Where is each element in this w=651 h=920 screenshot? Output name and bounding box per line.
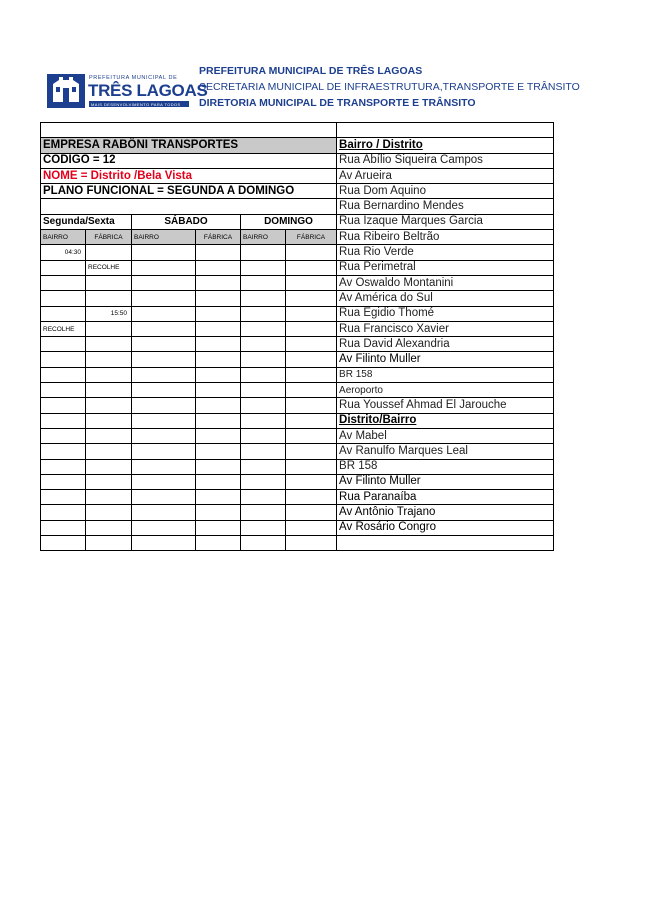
schedule-table bbox=[40, 122, 554, 551]
schedule-cell bbox=[241, 321, 286, 336]
schedule-cell bbox=[241, 367, 286, 382]
schedule-cell bbox=[86, 352, 132, 367]
schedule-cell bbox=[86, 383, 132, 398]
functional-plan: PLANO FUNCIONAL = SEGUNDA A DOMINGO bbox=[41, 184, 337, 199]
schedule-cell bbox=[41, 459, 86, 474]
schedule-cell bbox=[86, 474, 132, 489]
route-item: Rua Izaque Marques Garcia bbox=[337, 214, 554, 229]
route-item: Av América do Sul bbox=[337, 291, 554, 306]
route-item: BR 158 bbox=[337, 367, 554, 382]
schedule-cell bbox=[286, 474, 337, 489]
schedule-cell bbox=[241, 398, 286, 413]
schedule-cell bbox=[132, 245, 196, 260]
header-prefeitura: PREFEITURA MUNICIPAL DE TRÊS LAGOAS bbox=[199, 65, 423, 77]
schedule-cell: RECOLHE bbox=[86, 260, 132, 275]
column-header-fabrica: FÁBRICA bbox=[86, 230, 132, 245]
route-item: BR 158 bbox=[337, 459, 554, 474]
schedule-cell bbox=[196, 536, 241, 551]
logo-tagline: MAIS DESENVOLVIMENTO PARA TODOS bbox=[91, 101, 181, 107]
city-emblem-icon bbox=[47, 74, 85, 108]
route-item: Av Oswaldo Montanini bbox=[337, 275, 554, 290]
schedule-cell bbox=[286, 383, 337, 398]
schedule-cell bbox=[286, 260, 337, 275]
schedule-cell bbox=[132, 536, 196, 551]
schedule-cell bbox=[132, 413, 196, 428]
schedule-cell bbox=[196, 505, 241, 520]
schedule-cell bbox=[86, 413, 132, 428]
schedule-cell bbox=[196, 383, 241, 398]
schedule-cell bbox=[286, 520, 337, 535]
route-item: Aeroporto bbox=[337, 383, 554, 398]
schedule-cell bbox=[286, 367, 337, 382]
schedule-cell bbox=[241, 505, 286, 520]
schedule-cell bbox=[41, 352, 86, 367]
schedule-cell bbox=[41, 291, 86, 306]
route-item: Rua Rio Verde bbox=[337, 245, 554, 260]
schedule-cell bbox=[286, 490, 337, 505]
schedule-cell bbox=[86, 520, 132, 535]
schedule-cell bbox=[132, 428, 196, 443]
schedule-cell bbox=[132, 444, 196, 459]
line-code: CODIGO = 12 bbox=[41, 153, 337, 168]
schedule-cell bbox=[196, 337, 241, 352]
route-item: Rua David Alexandria bbox=[337, 337, 554, 352]
schedule-cell bbox=[132, 505, 196, 520]
schedule-cell bbox=[286, 428, 337, 443]
route-header-bairro-distrito: Bairro / Distrito bbox=[337, 138, 554, 153]
route-item: Rua Egidio Thomé bbox=[337, 306, 554, 321]
schedule-cell: 04:30 bbox=[41, 245, 86, 260]
schedule-cell bbox=[132, 520, 196, 535]
column-header-bairro: BAIRRO bbox=[241, 230, 286, 245]
route-item: Av Antônio Trajano bbox=[337, 505, 554, 520]
route-item: Av Mabel bbox=[337, 428, 554, 443]
schedule-cell bbox=[241, 291, 286, 306]
schedule-cell bbox=[286, 245, 337, 260]
schedule-cell bbox=[286, 337, 337, 352]
schedule-cell bbox=[86, 444, 132, 459]
schedule-cell bbox=[241, 536, 286, 551]
schedule-cell bbox=[241, 474, 286, 489]
schedule-cell bbox=[196, 367, 241, 382]
route-item: Rua Abílio Siqueira Campos bbox=[337, 153, 554, 168]
schedule-cell bbox=[286, 352, 337, 367]
schedule-cell bbox=[41, 260, 86, 275]
blank-cell bbox=[41, 199, 337, 214]
schedule-cell bbox=[241, 444, 286, 459]
schedule-cell bbox=[286, 291, 337, 306]
schedule-cell bbox=[196, 245, 241, 260]
schedule-cell bbox=[196, 459, 241, 474]
schedule-cell bbox=[41, 275, 86, 290]
schedule-cell: 15:50 bbox=[86, 306, 132, 321]
schedule-cell bbox=[286, 275, 337, 290]
route-item: Av Filinto Muller bbox=[337, 352, 554, 367]
schedule-cell bbox=[196, 474, 241, 489]
route-item: Av Arueira bbox=[337, 168, 554, 183]
schedule-cell bbox=[132, 383, 196, 398]
schedule-cell bbox=[41, 536, 86, 551]
schedule-cell bbox=[132, 260, 196, 275]
schedule-cell bbox=[41, 474, 86, 489]
line-name: NOME = Distrito /Bela Vista bbox=[41, 168, 337, 183]
schedule-cell bbox=[132, 275, 196, 290]
schedule-cell bbox=[41, 505, 86, 520]
schedule-cell bbox=[86, 459, 132, 474]
schedule-cell bbox=[86, 428, 132, 443]
schedule-cell bbox=[132, 474, 196, 489]
route-item: Rua Perimetral bbox=[337, 260, 554, 275]
route-item: Rua Youssef Ahmad El Jarouche bbox=[337, 398, 554, 413]
schedule-cell bbox=[196, 321, 241, 336]
schedule-cell bbox=[241, 413, 286, 428]
day-header-saturday: SÁBADO bbox=[132, 214, 241, 229]
schedule-cell bbox=[132, 352, 196, 367]
schedule-cell bbox=[86, 505, 132, 520]
schedule-cell bbox=[132, 398, 196, 413]
column-header-fabrica: FÁBRICA bbox=[196, 230, 241, 245]
schedule-cell bbox=[286, 459, 337, 474]
schedule-cell bbox=[41, 428, 86, 443]
route-item: Rua Ribeiro Beltrão bbox=[337, 230, 554, 245]
route-item: Av Ranulfo Marques Leal bbox=[337, 444, 554, 459]
schedule-cell bbox=[286, 536, 337, 551]
schedule-cell bbox=[196, 428, 241, 443]
schedule-cell bbox=[86, 398, 132, 413]
schedule-cell bbox=[86, 321, 132, 336]
schedule-cell bbox=[241, 260, 286, 275]
route-item: Av Rosário Congro bbox=[337, 520, 554, 535]
logo bbox=[47, 74, 208, 108]
schedule-cell bbox=[132, 337, 196, 352]
schedule-cell bbox=[41, 444, 86, 459]
schedule-cell bbox=[286, 444, 337, 459]
logo-small-text: PREFEITURA MUNICIPAL DE bbox=[89, 75, 178, 81]
schedule-cell bbox=[86, 367, 132, 382]
schedule-cell bbox=[86, 245, 132, 260]
schedule-cell bbox=[86, 490, 132, 505]
header-secretaria: SECRETARIA MUNICIPAL DE INFRAESTRUTURA,TRANSPORTE E TRÂNSITO bbox=[199, 81, 580, 93]
schedule-cell bbox=[196, 260, 241, 275]
column-header-fabrica: FÁBRICA bbox=[286, 230, 337, 245]
schedule-cell bbox=[41, 490, 86, 505]
schedule-cell bbox=[286, 398, 337, 413]
route-header-distrito-bairro: Distrito/Bairro bbox=[337, 413, 554, 428]
schedule-cell bbox=[241, 275, 286, 290]
schedule-cell bbox=[196, 490, 241, 505]
schedule-cell bbox=[196, 275, 241, 290]
schedule-cell bbox=[86, 275, 132, 290]
day-header-sunday: DOMINGO bbox=[241, 214, 337, 229]
schedule-cell bbox=[132, 291, 196, 306]
schedule-cell bbox=[132, 459, 196, 474]
schedule-cell bbox=[41, 337, 86, 352]
schedule-cell bbox=[41, 520, 86, 535]
schedule-cell bbox=[41, 383, 86, 398]
schedule-cell bbox=[41, 398, 86, 413]
schedule-cell bbox=[241, 428, 286, 443]
schedule-cell bbox=[196, 306, 241, 321]
route-item: Rua Dom Aquino bbox=[337, 184, 554, 199]
schedule-cell bbox=[86, 291, 132, 306]
column-header-bairro: BAIRRO bbox=[132, 230, 196, 245]
company-name: EMPRESA RABÔNI TRANSPORTES bbox=[41, 138, 337, 153]
schedule-cell bbox=[241, 459, 286, 474]
schedule-cell bbox=[241, 383, 286, 398]
schedule-cell bbox=[241, 352, 286, 367]
schedule-cell bbox=[241, 337, 286, 352]
route-item: Rua Francisco Xavier bbox=[337, 321, 554, 336]
schedule-cell bbox=[86, 536, 132, 551]
schedule-cell bbox=[286, 306, 337, 321]
route-item: Rua Bernardino Mendes bbox=[337, 199, 554, 214]
column-header-bairro: BAIRRO bbox=[41, 230, 86, 245]
schedule-cell bbox=[286, 321, 337, 336]
schedule-cell bbox=[41, 413, 86, 428]
logo-big-text: TRÊS LAGOAS bbox=[88, 81, 208, 100]
blank-cell bbox=[337, 536, 554, 551]
schedule-cell bbox=[241, 245, 286, 260]
schedule-cell bbox=[196, 352, 241, 367]
blank-cell bbox=[41, 123, 337, 138]
schedule-cell bbox=[286, 413, 337, 428]
schedule-cell bbox=[132, 367, 196, 382]
schedule-cell bbox=[196, 291, 241, 306]
schedule-cell: RECOLHE bbox=[41, 321, 86, 336]
header-diretoria: DIRETORIA MUNICIPAL DE TRANSPORTE E TRÂNSITO bbox=[199, 97, 476, 109]
schedule-cell bbox=[41, 367, 86, 382]
schedule-cell bbox=[196, 413, 241, 428]
schedule-cell bbox=[241, 520, 286, 535]
day-header-weekday: Segunda/Sexta bbox=[41, 214, 132, 229]
schedule-cell bbox=[196, 444, 241, 459]
schedule-cell bbox=[41, 306, 86, 321]
schedule-cell bbox=[241, 306, 286, 321]
schedule-cell bbox=[286, 505, 337, 520]
schedule-cell bbox=[132, 490, 196, 505]
route-item: Rua Paranaíba bbox=[337, 490, 554, 505]
document-header bbox=[199, 63, 580, 111]
schedule-cell bbox=[86, 337, 132, 352]
route-item: Av Filinto Muller bbox=[337, 474, 554, 489]
schedule-cell bbox=[196, 398, 241, 413]
blank-cell bbox=[337, 123, 554, 138]
schedule-cell bbox=[132, 321, 196, 336]
schedule-cell bbox=[196, 520, 241, 535]
schedule-cell bbox=[132, 306, 196, 321]
schedule-cell bbox=[241, 490, 286, 505]
